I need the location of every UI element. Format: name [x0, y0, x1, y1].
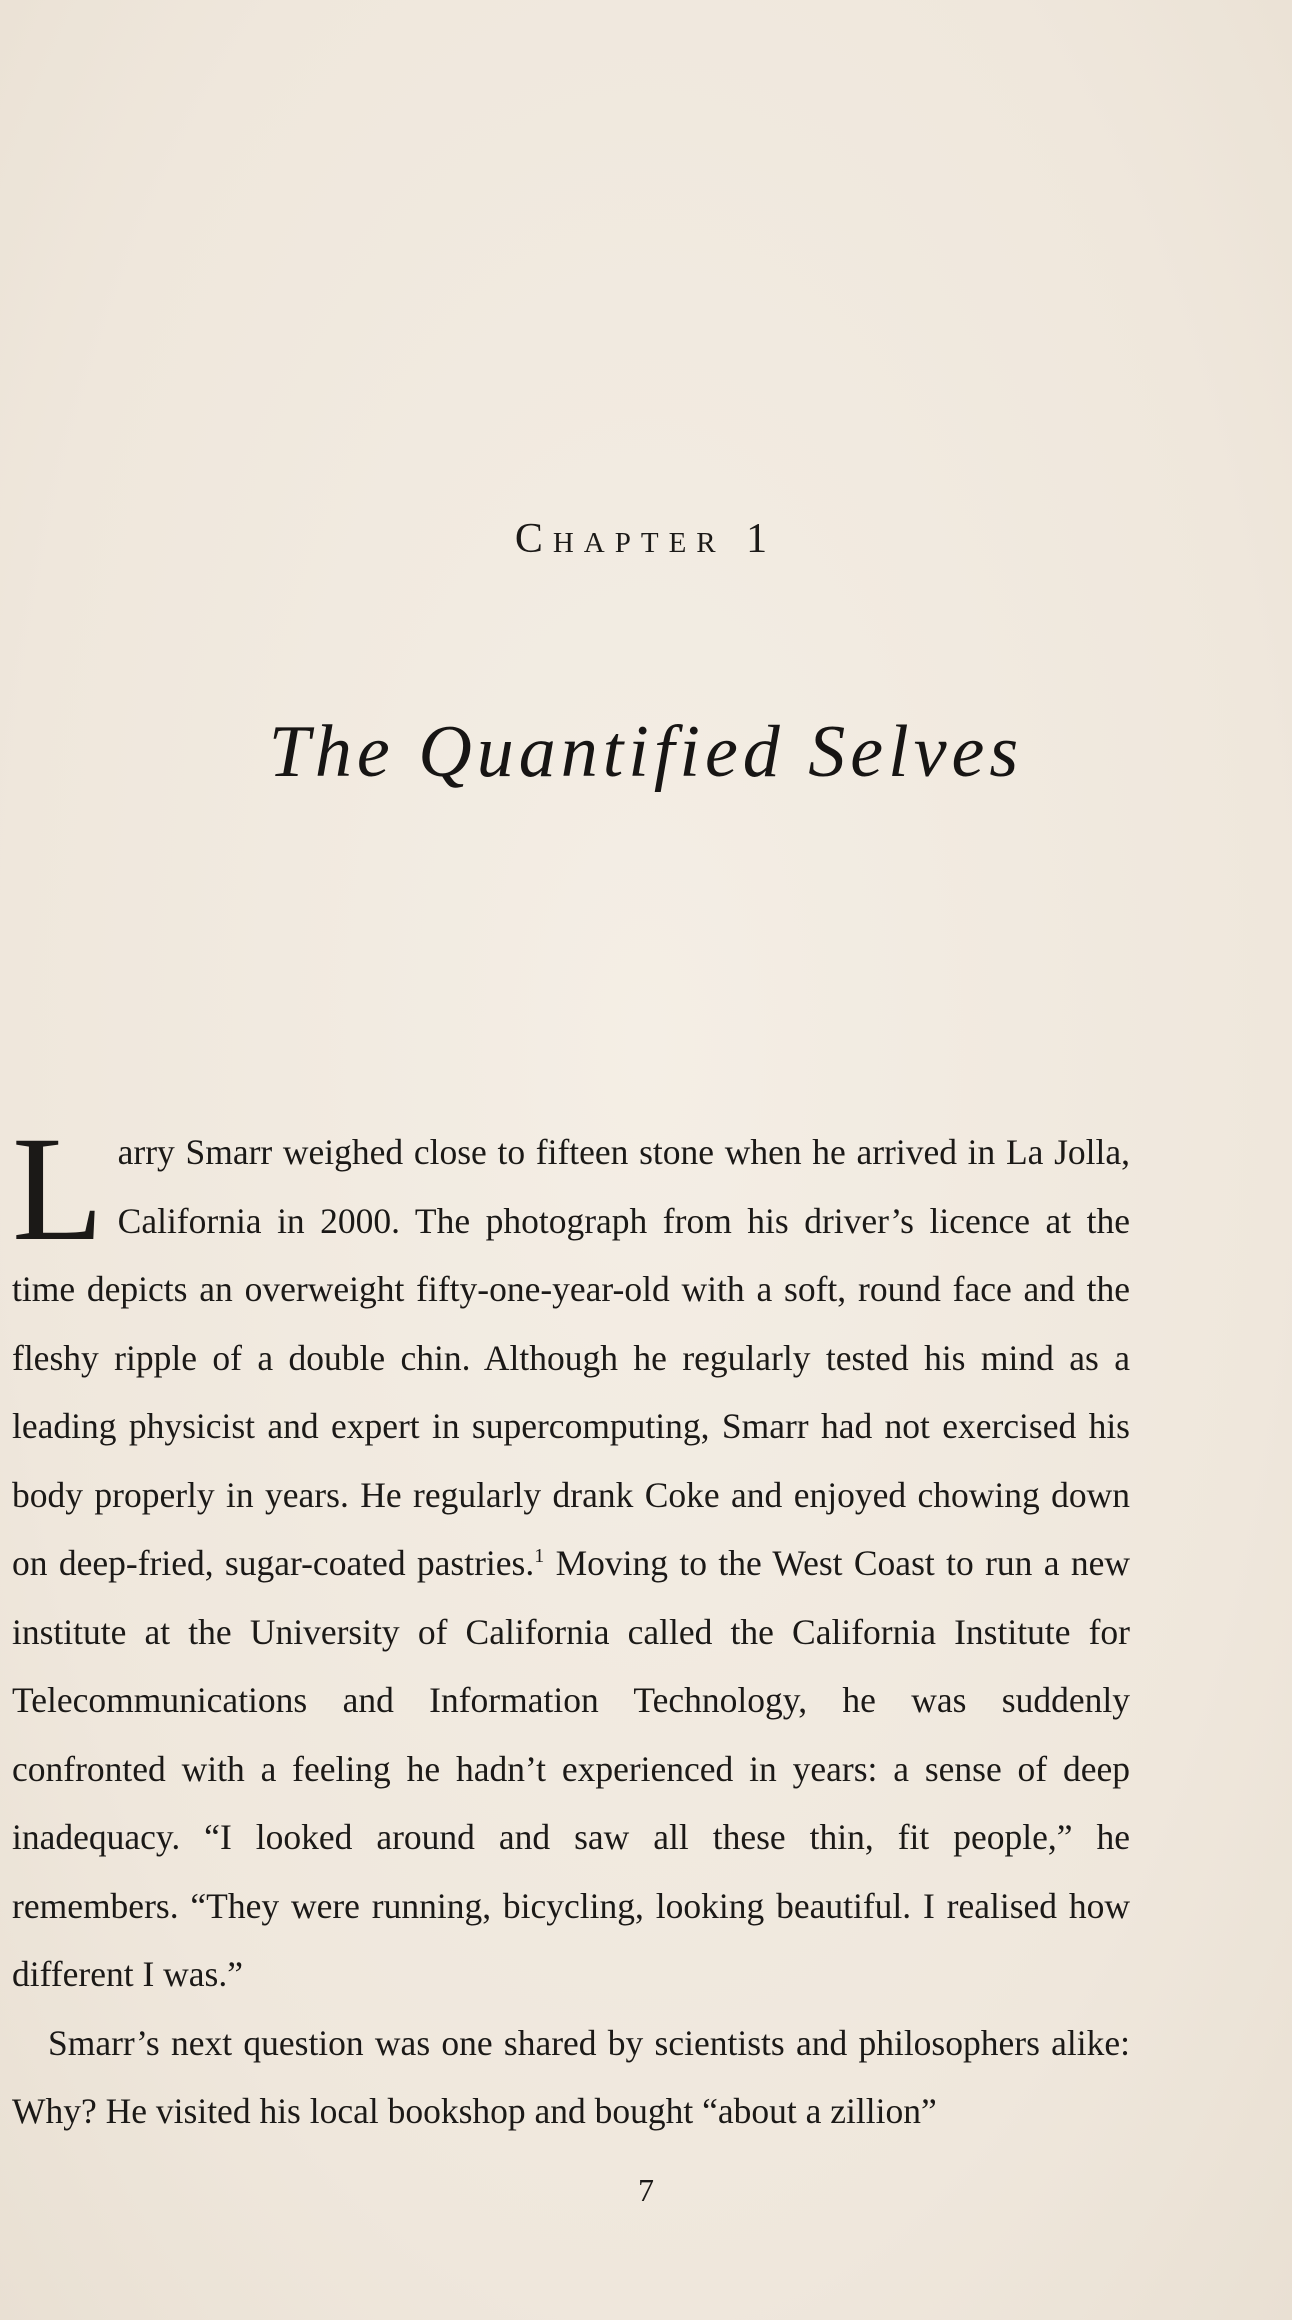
body-text — [12, 1106, 1130, 2146]
chapter-label: Chapter 1 — [514, 516, 778, 562]
paragraph — [12, 2009, 1130, 2146]
drop-cap: L — [12, 1106, 104, 1272]
paragraph-text: arry Smarr weighed close to fifteen stone when he arrived in La Jolla, California in 2000. The photograph from his driver’s licence at the time depicts an overweight fifty-one-year-old with a soft, round face and the fleshy ripple of a double chin. Although he regularly tested his mind as a leading physicist and expert in supercomputing, Smarr had not exercised his body properly in years. He regularly drank Coke and enjoyed chowing down on deep-fried, sugar-coated pastries. — [12, 1132, 1130, 1583]
paragraph-text: Smarr’s next question was one shared by scientists and philosophers alike: Why? He visited his local bookshop and bought “about a zillion” — [12, 2022, 1130, 2131]
footnote-marker[interactable]: 1 — [534, 1545, 545, 1568]
paragraph — [12, 1106, 1130, 2009]
paragraph-text-continued: Moving to the West Coast to run a new institute at the University of California called the California Institute for Telecommunications and Information Technology, he was suddenly confronted with a feeling he hadn’t experienced in years: a sense of deep inadequacy. “I looked around and saw all these thin, fit people,” he remembers. “They were running, bicycling, looking beautiful. I realised how different I was.” — [12, 1543, 1130, 1994]
page-number: 7 — [638, 2172, 654, 2208]
chapter-title: The Quantified Selves — [268, 711, 1024, 793]
